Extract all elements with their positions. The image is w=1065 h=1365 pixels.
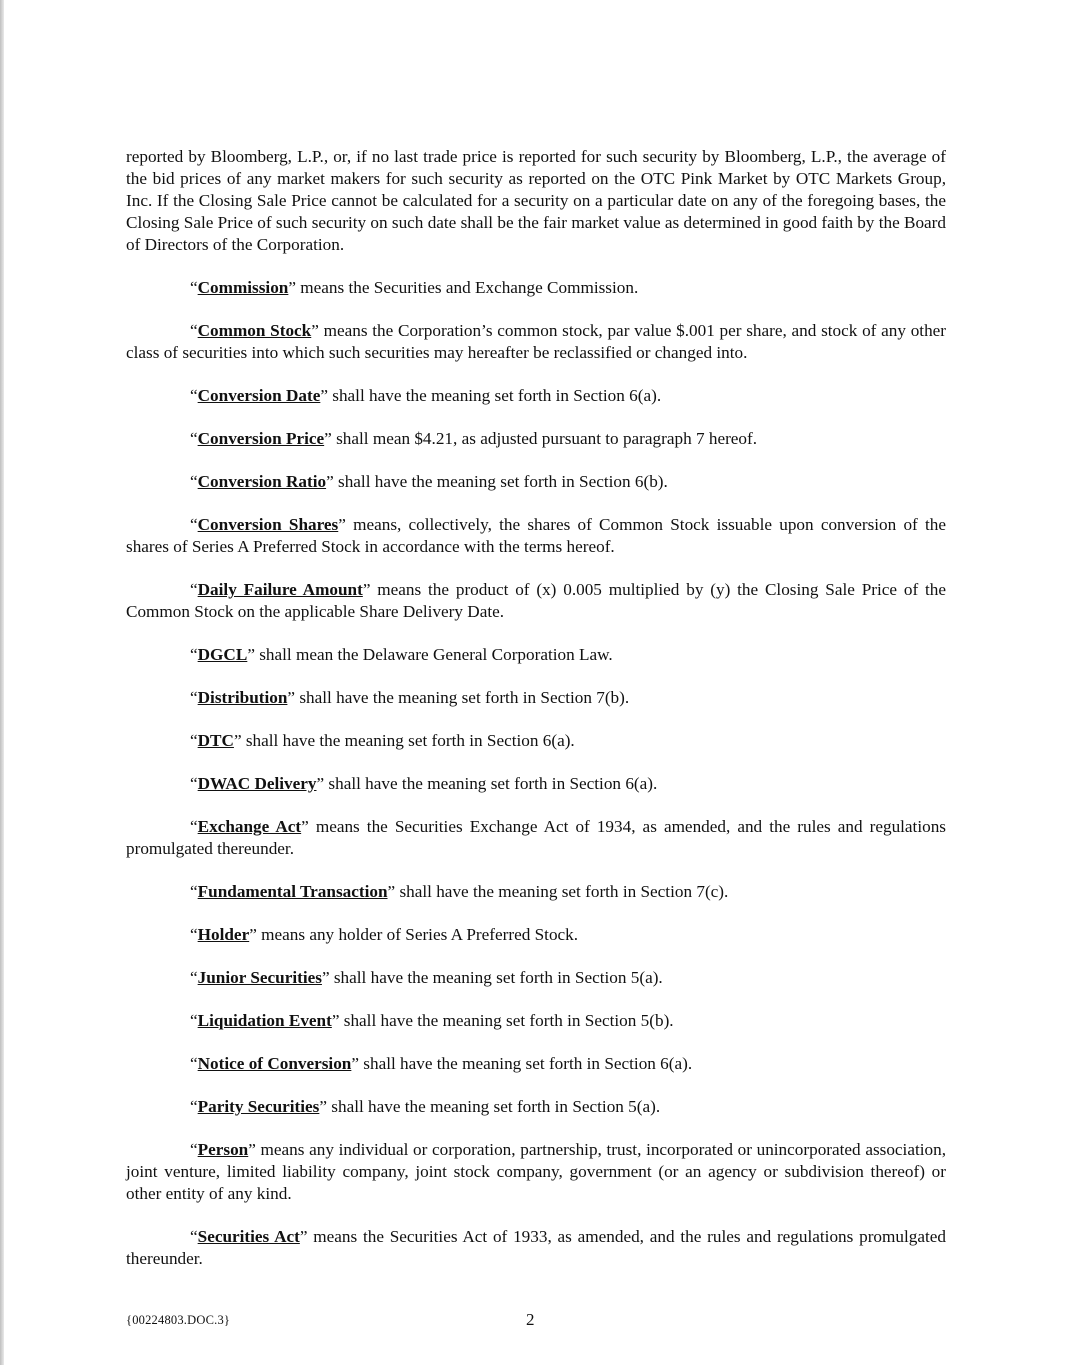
scan-edge-shadow (0, 0, 4, 1365)
defined-term: Securities Act (197, 1227, 300, 1246)
definition-conversion-ratio: “Conversion Ratio” shall have the meaning set forth in Section 6(b). (190, 472, 668, 491)
defined-term: Parity Securities (197, 1097, 320, 1116)
defined-term: Common Stock (197, 321, 312, 340)
definition-liquidation-event: “Liquidation Event” shall have the meaning set forth in Section 5(b). (190, 1011, 674, 1030)
defined-term: Fundamental Transaction (197, 882, 388, 901)
intro-paragraph: reported by Bloomberg, L.P., or, if no last trade price is reported for such security by Bloomberg, L.P., the average of the bid prices of any market makers for such security as reported on the OTC Pink Market by OTC Markets Group, Inc. If the Closing Sale Price cannot be calculated for a security on a particular date on any of the foregoing bases, the Closing Sale Price of such security on such date shall be the fair market value as determined in good faith by the Board of Directors of the Corporation. (126, 147, 946, 254)
definition-text: ” shall mean the Delaware General Corporation Law. (247, 645, 613, 664)
definition-junior-securities: “Junior Securities” shall have the meaning set forth in Section 5(a). (190, 968, 663, 987)
definition-notice-of-conversion: “Notice of Conversion” shall have the meaning set forth in Section 6(a). (190, 1054, 693, 1073)
defined-term: Commission (197, 278, 289, 297)
definition-conversion-shares: “Conversion Shares” means, collectively, the shares of Common Stock issuable upon conversion of the shares of Series A Preferred Stock in accordance with the terms hereof. (126, 515, 946, 556)
definition-text: ” means any individual or corporation, partnership, trust, incorporated or unincorporated association, joint venture, limited liability company, joint stock company, government (or an agency or subdivision thereof) or other entity of any kind. (126, 1140, 946, 1203)
definition-person: “Person” means any individual or corporation, partnership, trust, incorporated or unincorporated association, joint venture, limited liability company, joint stock company, government (or an agency or subdivision thereof) or other entity of any kind. (126, 1140, 946, 1203)
definition-text: ” means, collectively, the shares of Common Stock issuable upon conversion of the shares of Series A Preferred Stock in accordance with the terms hereof. (126, 515, 946, 556)
defined-term: Conversion Price (197, 429, 325, 448)
defined-term: Conversion Ratio (197, 472, 327, 491)
definition-text: ” shall have the meaning set forth in Section 7(b). (287, 688, 630, 707)
definition-dwac-delivery: “DWAC Delivery” shall have the meaning set forth in Section 6(a). (190, 774, 658, 793)
defined-term: DWAC Delivery (197, 774, 317, 793)
definition-dtc: “DTC” shall have the meaning set forth in Section 6(a). (190, 731, 575, 750)
defined-term: DTC (197, 731, 234, 750)
definition-distribution: “Distribution” shall have the meaning set forth in Section 7(b). (190, 688, 630, 707)
definition-conversion-date: “Conversion Date” shall have the meaning set forth in Section 6(a). (190, 386, 662, 405)
definition-text: ” shall have the meaning set forth in Section 7(c). (387, 882, 729, 901)
defined-term: Distribution (197, 688, 288, 707)
definition-text: ” shall have the meaning set forth in Section 5(a). (321, 968, 663, 987)
definition-text: ” shall mean $4.21, as adjusted pursuant to paragraph 7 hereof. (324, 429, 758, 448)
document-body (126, 146, 946, 1291)
definition-text: ” means the product of (x) 0.005 multiplied by (y) the Closing Sale Price of the Common Stock on the applicable Share Delivery Date. (126, 580, 947, 621)
definition-text: ” means the Securities Exchange Act of 1934, as amended, and the rules and regulations promulgated thereunder. (126, 817, 946, 858)
definition-text: ” shall have the meaning set forth in Section 6(b). (326, 472, 668, 491)
defined-term: Exchange Act (197, 817, 302, 836)
definition-holder: “Holder” means any holder of Series A Preferred Stock. (190, 925, 579, 944)
definition-text: ” shall have the meaning set forth in Section 6(a). (351, 1054, 693, 1073)
definition-conversion-price: “Conversion Price” shall mean $4.21, as adjusted pursuant to paragraph 7 hereof. (190, 429, 758, 448)
definition-text: ” means the Securities Act of 1933, as amended, and the rules and regulations promulgated thereunder. (126, 1227, 946, 1268)
defined-term: Notice of Conversion (197, 1054, 352, 1073)
definition-text: ” means any holder of Series A Preferred Stock. (249, 925, 579, 944)
defined-term: Liquidation Event (197, 1011, 332, 1030)
definition-text: ” shall have the meaning set forth in Section 6(a). (320, 386, 662, 405)
definition-text: ” shall have the meaning set forth in Section 6(a). (233, 731, 575, 750)
defined-term: Holder (197, 925, 250, 944)
definition-commission: “Commission” means the Securities and Exchange Commission. (190, 278, 639, 297)
defined-term: Junior Securities (197, 968, 322, 987)
definition-text: ” shall have the meaning set forth in Section 6(a). (316, 774, 658, 793)
definition-common-stock: “Common Stock” means the Corporation’s common stock, par value $.001 per share, and stock of any other class of securities into which such securities may hereafter be reclassified or changed into. (126, 321, 947, 362)
page-number: 2 (526, 1310, 535, 1329)
defined-term: Daily Failure Amount (197, 580, 363, 599)
definition-securities-act: “Securities Act” means the Securities Act of 1933, as amended, and the rules and regulations promulgated thereunder. (126, 1227, 946, 1268)
defined-term: DGCL (197, 645, 248, 664)
definition-exchange-act: “Exchange Act” means the Securities Exchange Act of 1934, as amended, and the rules and regulations promulgated thereunder. (126, 817, 946, 858)
defined-term: Conversion Date (197, 386, 321, 405)
definition-text: ” means the Securities and Exchange Commission. (288, 278, 639, 297)
definition-dgcl: “DGCL” shall mean the Delaware General Corporation Law. (190, 645, 613, 664)
footer-document-id: {00224803.DOC.3} (126, 1313, 231, 1327)
definition-daily-failure-amount: “Daily Failure Amount” means the product of (x) 0.005 multiplied by (y) the Closing Sale Price of the Common Stock on the applicable Share Delivery Date. (126, 580, 947, 621)
defined-term: Person (197, 1140, 249, 1159)
defined-term: Conversion Shares (197, 515, 339, 534)
definition-text: ” means the Corporation’s common stock, par value $.001 per share, and stock of any other class of securities into which such securities may hereafter be reclassified or changed into. (126, 321, 947, 362)
definition-text: ” shall have the meaning set forth in Section 5(b). (331, 1011, 674, 1030)
definition-parity-securities: “Parity Securities” shall have the meaning set forth in Section 5(a). (190, 1097, 661, 1116)
definition-fundamental-transaction: “Fundamental Transaction” shall have the meaning set forth in Section 7(c). (190, 882, 729, 901)
definition-text: ” shall have the meaning set forth in Section 5(a). (319, 1097, 661, 1116)
